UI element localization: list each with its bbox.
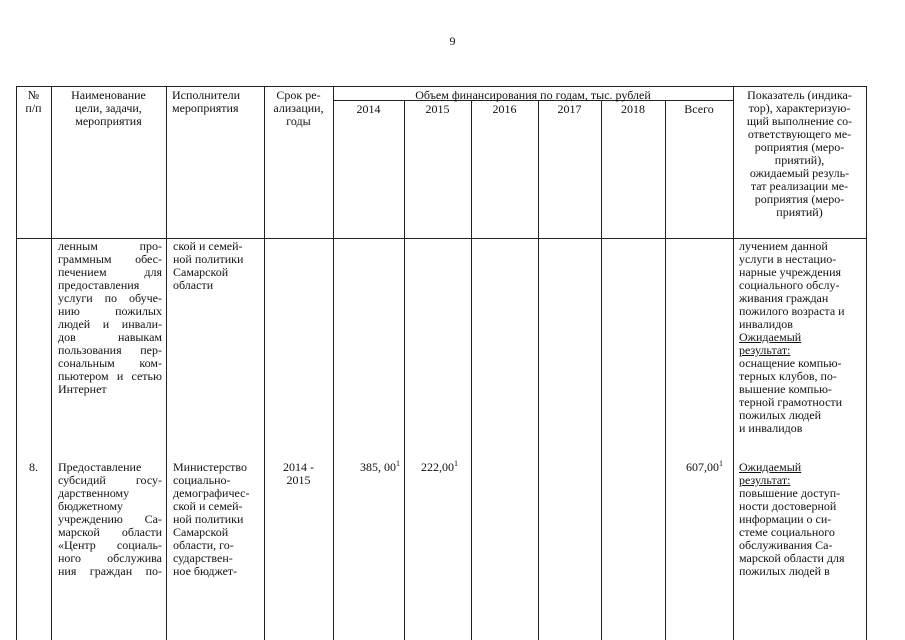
cont-name: людей и инвали- — [58, 317, 162, 331]
row8-executors: ной политики — [173, 512, 244, 526]
value-total — [665, 461, 723, 474]
row-number: 8. — [29, 460, 38, 474]
cont-name: услуги по обуче- — [58, 291, 162, 305]
cont-name: граммным обес- — [58, 252, 162, 266]
header-indicator: Показатель (индика- — [747, 88, 852, 102]
row8-name: бюджетному — [58, 499, 124, 513]
row8-expected-label: Ожидаемый — [739, 460, 802, 474]
header-term: ализации, — [273, 101, 324, 115]
header-indicator: роприятия (меро- — [754, 140, 845, 154]
row8-term: 2014 - — [283, 460, 314, 474]
cont-indicator: социального обслу- — [739, 278, 840, 292]
header-indicator: приятий), — [774, 153, 825, 167]
header-year: 2014 — [356, 102, 381, 116]
cont-expected-label: Ожидаемый — [739, 330, 802, 344]
header-executors: мероприятия — [172, 101, 239, 115]
row8-expected: пожилых людей в — [739, 564, 830, 578]
row8-expected: информации о си- — [739, 512, 832, 526]
cont-name: печением для — [58, 265, 162, 279]
row8-executors: ской и семей- — [173, 499, 243, 513]
row8-executors: области, го- — [173, 538, 234, 552]
value-2015 — [404, 461, 458, 474]
footnote-mark: 1 — [719, 459, 723, 468]
value-2014 — [333, 461, 400, 474]
cont-name: Интернет — [58, 382, 107, 396]
header-indicator: тат реализации ме- — [750, 179, 849, 193]
row8-expected: ности достоверной — [739, 499, 837, 513]
table-top-border — [16, 86, 867, 87]
row8-name: ного обслужива — [58, 551, 162, 565]
column-border — [471, 238, 472, 640]
column-border — [538, 100, 539, 238]
cont-expected: оснащение компью- — [739, 356, 842, 370]
row8-executors: демографичес- — [173, 486, 250, 500]
cont-name: дов навыкам — [58, 330, 162, 344]
cont-expected: пожилых людей — [739, 408, 822, 422]
column-border — [665, 238, 666, 640]
row8-name: субсидий госу- — [58, 473, 162, 487]
column-border — [264, 86, 265, 640]
cont-executors: ной политики — [173, 252, 244, 266]
cont-executors: ской и семей- — [173, 239, 243, 253]
header-indicator: роприятия (меро- — [754, 192, 845, 206]
header-name: цели, задачи, — [75, 101, 142, 115]
row8-name: дарственному — [58, 486, 130, 500]
header-executors: Исполнители — [172, 88, 241, 102]
row8-name: марской области — [58, 525, 162, 539]
header-year: 2017 — [557, 102, 582, 116]
header-num: п/п — [25, 101, 42, 115]
column-border — [404, 100, 405, 238]
cont-executors: области — [173, 278, 214, 292]
column-border — [866, 86, 867, 640]
header-funding-title: Объем финансирования по годам, тыс. рублей — [415, 88, 651, 102]
column-border — [471, 100, 472, 238]
cont-name: ленным про- — [58, 239, 162, 253]
row8-expected: марской области для — [739, 551, 845, 565]
column-border — [601, 238, 602, 640]
header-indicator: ожидаемый резуль- — [749, 166, 850, 180]
cont-executors: Самарской — [173, 265, 229, 279]
cont-name: сональным ком- — [58, 356, 162, 370]
column-border — [166, 86, 167, 640]
cont-indicator: нарные учреждения — [739, 265, 842, 279]
header-year: Всего — [684, 102, 714, 116]
page-number: 9 — [449, 34, 456, 48]
row8-name: ния граждан по- — [58, 564, 162, 578]
cont-expected: терной грамотности — [739, 395, 843, 409]
value-total-value: 607,00 — [686, 460, 719, 474]
header-term: годы — [286, 114, 311, 128]
row8-expected: стеме социального — [739, 525, 835, 539]
cont-expected-label: результат: — [739, 343, 791, 357]
row8-executors: Министерство — [173, 460, 247, 474]
cont-expected: терных клубов, по- — [739, 369, 837, 383]
value-2015-value: 222,00 — [421, 460, 454, 474]
cont-name: предоставления — [58, 278, 140, 292]
row8-name: «Центр социаль- — [58, 538, 162, 552]
row8-term: 2015 — [286, 473, 311, 487]
cont-indicator: услуги в нестацио- — [739, 252, 837, 266]
row8-name: учреждению Са- — [58, 512, 162, 526]
column-border — [538, 238, 539, 640]
header-name: Наименование — [71, 88, 146, 102]
row8-executors: Самарской — [173, 525, 229, 539]
header-indicator: тор), характеризую- — [748, 101, 851, 115]
header-indicator: щий выполнение со- — [746, 114, 853, 128]
column-border — [16, 86, 17, 640]
row8-expected: обслуживания Са- — [739, 538, 833, 552]
cont-indicator: пожилого возраста и — [739, 304, 845, 318]
cont-indicator: лучением данной — [739, 239, 828, 253]
header-indicator: приятий) — [776, 205, 823, 219]
cont-indicator: живания граждан — [739, 291, 829, 305]
row8-executors: сударствен- — [173, 551, 233, 565]
row8-name: Предоставление — [58, 460, 142, 474]
column-border — [333, 86, 334, 640]
header-year: 2016 — [492, 102, 517, 116]
header-year: 2015 — [425, 102, 450, 116]
cont-indicator: инвалидов — [739, 317, 793, 331]
column-border — [51, 86, 52, 640]
row8-executors: ное бюджет- — [173, 564, 238, 578]
column-border — [665, 100, 666, 238]
row8-executors: социально- — [173, 473, 231, 487]
column-border — [404, 238, 405, 640]
header-year: 2018 — [621, 102, 645, 116]
header-term: Срок ре- — [276, 88, 321, 102]
column-border — [601, 100, 602, 238]
header-num: № — [27, 88, 40, 102]
cont-expected: вышение компью- — [739, 382, 832, 396]
cont-name: пьютером и сетью — [58, 369, 162, 383]
value-2014-value: 385, 00 — [360, 460, 396, 474]
header-name: мероприятия — [75, 114, 142, 128]
cont-name: нию пожилых — [58, 304, 162, 318]
row8-expected-label: результат: — [739, 473, 791, 487]
cont-expected: и инвалидов — [739, 421, 803, 435]
footnote-mark: 1 — [396, 459, 400, 468]
footnote-mark: 1 — [454, 459, 458, 468]
cont-name: пользования пер- — [58, 343, 162, 357]
header-indicator: ответствующего ме- — [747, 127, 852, 141]
row8-expected: повышение доступ- — [739, 486, 841, 500]
